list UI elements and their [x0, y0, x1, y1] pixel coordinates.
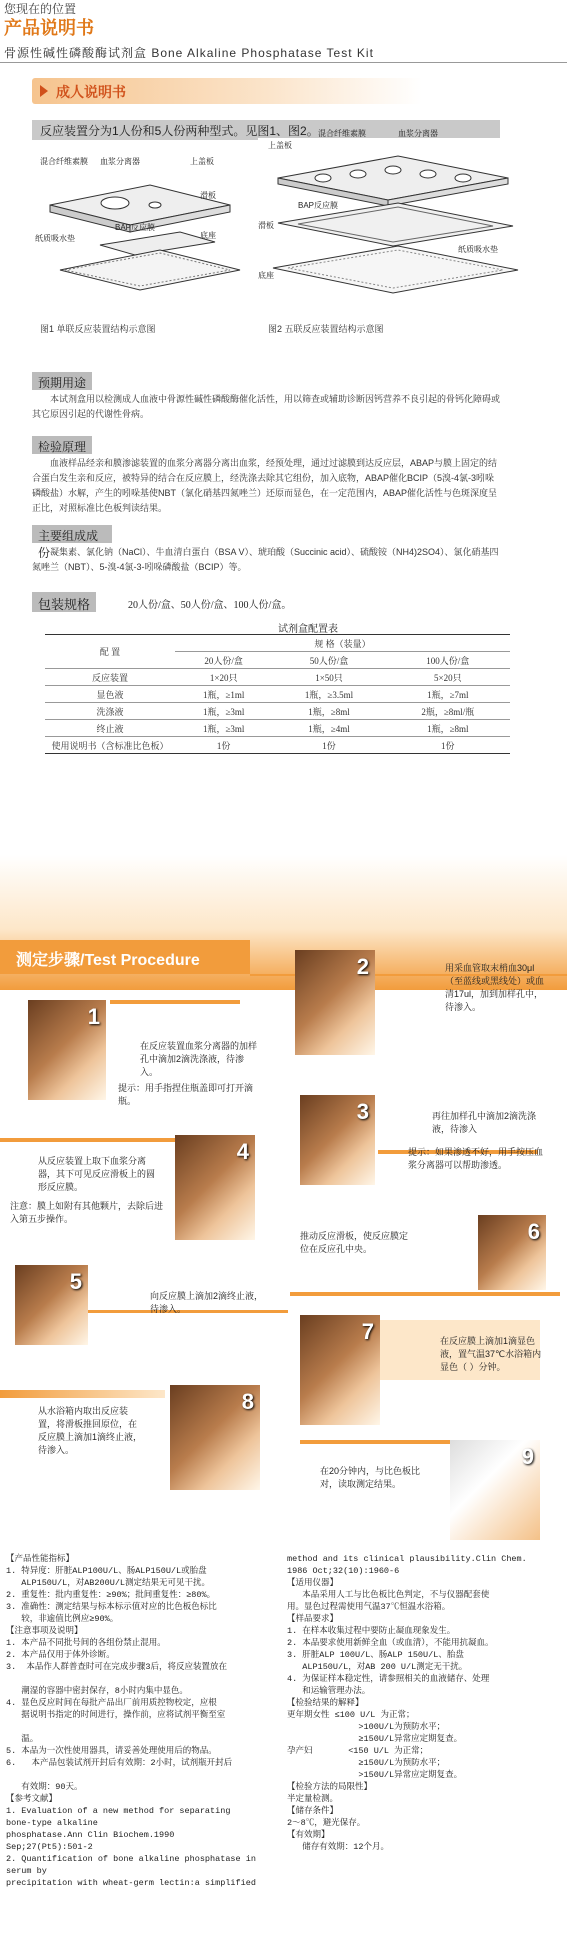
step-9-arrow — [300, 1440, 450, 1444]
fig1-label-3: 上盖板 — [190, 157, 214, 166]
page-title: 产品说明书 — [4, 18, 94, 38]
fig1-label-6: 底座 — [200, 231, 216, 240]
use-heading: 预期用途 — [32, 372, 92, 390]
footer-right-notes: method and its clinical plausibility.Clin Chem. 1986 Oct;32(10):1960-6 【适用仪器】 本品采用人工与比色板比色判定，不与仪器配套使 用。显色过程需使用气温37℃恒温水浴箱。 【样品要求】 1. 在样本收集过程中要防止凝血现象发生。 2. 本品要求使用新鲜全血（或血清），不能用抗凝血。 3. 肝脏ALP 100U/L、肠ALP 150U/L、胎盘 ALP150U/L，对AB 200 U/L测定无干扰。 4. 为保证样本稳定性，请参照相关的血液储存、处理 和运输管理办法。 【检验结果的解释】 更年期女性 ≤100 U/L 为正常； >100U/L为预防水平； ≥150U/L异常应定期复查。 孕产妇 <150 U/L 为正常； ≥150U/L为预防水平； >150U/L异常应定期复查。 【检验方法的局限性】 半定量检测。 【储存条件】 2～8℃，避光保存。 【有效期】 储存有效期：12个月。 — [287, 1554, 527, 1852]
step-7-text: 在反应膜上滴加1滴显色液，置气温37℃水浴箱内显色（ ）分钟。 — [440, 1336, 542, 1372]
table-cell: 1份 — [175, 737, 272, 754]
table-cell: 洗涤液 — [45, 703, 175, 720]
step-8-photo — [170, 1385, 260, 1490]
step-6-photo — [478, 1215, 546, 1290]
step-number: 6 — [527, 1219, 540, 1244]
fig1-label-4: BAP反应膜 — [115, 223, 156, 232]
kit-table-header: 20人份/盒 — [175, 652, 272, 669]
step-3-text: 再往加样孔中滴加2滴洗涤液，待渗入 — [432, 1111, 537, 1134]
fig2-caption: 图2 五联反应装置结构示意图 — [268, 324, 384, 334]
table-cell: 1份 — [386, 737, 510, 754]
step-6-text: 推动反应滑板，使反应膜定位在反应孔中央。 — [300, 1231, 409, 1254]
step-8-arrow — [0, 1390, 165, 1398]
table-cell: 反应装置 — [45, 669, 175, 686]
step-1-photo — [28, 1000, 106, 1100]
step-9-text: 在20分钟内，与比色板比对，读取测定结果。 — [320, 1466, 421, 1489]
components-heading: 主要组成成份 — [32, 525, 112, 543]
location-label: 您现在的位置 — [4, 2, 77, 16]
procedure-title: 测定步骤/Test Procedure — [16, 952, 200, 969]
step-number: 5 — [69, 1269, 82, 1294]
package-text: 20人份/盒、50人份/盒、100人份/盒。 — [128, 600, 292, 611]
intro-text: 反应装置分为1人份和5人份两种型式。见图1、图2。 — [40, 124, 319, 138]
table-row — [45, 737, 510, 754]
five-device-diagram — [258, 138, 523, 308]
table-cell: 2瓶，≥8ml/瓶 — [386, 703, 510, 720]
step-number: 3 — [356, 1099, 369, 1124]
step-5-text: 向反应膜上滴加2滴终止液，待渗入。 — [150, 1291, 264, 1314]
step-1-arrow — [110, 1000, 240, 1004]
figure-2 — [258, 129, 523, 335]
table-cell: 5×20只 — [386, 669, 510, 686]
step-number: 4 — [236, 1139, 249, 1164]
package-heading: 包装规格 — [32, 592, 96, 612]
kit-table-title: 试剂盒配置表 — [278, 624, 338, 635]
header-divider — [0, 62, 567, 63]
step-1-text: 在反应装置血浆分离器的加样孔中滴加2滴洗涤液，待渗入。 — [140, 1041, 258, 1077]
kit-table-col-group: 规 格（装量） — [175, 635, 510, 652]
table-cell: 1瓶，≥3.5ml — [272, 686, 385, 703]
table-cell: 1×50只 — [272, 669, 385, 686]
step-1-tip: 提示：用手指捏住瓶盖即可打开滴瓶。 — [118, 1083, 254, 1106]
fig1-label-7: 纸质吸水垫 — [35, 234, 75, 243]
step-number: 7 — [361, 1319, 374, 1344]
kit-table-header: 50人份/盒 — [272, 652, 385, 669]
fig1-label-1: 混合纤维素膜 — [40, 157, 88, 166]
step-9-photo — [450, 1440, 540, 1540]
fig2-label-1: 上盖板 — [268, 141, 292, 150]
fig1-caption: 图1 单联反应装置结构示意图 — [40, 324, 156, 334]
step-4-arrow — [0, 1138, 175, 1142]
fig1-label-5: 滑板 — [200, 191, 216, 200]
table-cell: 使用说明书（含标准比色板） — [45, 737, 175, 754]
step-number: 9 — [521, 1444, 534, 1469]
table-row — [45, 686, 510, 703]
procedure-title-bar — [0, 940, 250, 974]
step-3-tip: 提示：如果渗透不好，用手按压血浆分离器可以帮助渗透。 — [408, 1147, 544, 1170]
kit-table — [45, 634, 510, 754]
kit-table-header: 100人份/盒 — [386, 652, 510, 669]
step-4-photo — [175, 1135, 255, 1240]
figure-1 — [30, 150, 255, 335]
fig2-label-5: 滑板 — [258, 221, 274, 230]
step-4-text: 从反应装置上取下血浆分离器，其下可见反应滑板上的圆形反应膜。 — [38, 1156, 156, 1192]
arrow-icon — [40, 85, 48, 97]
table-cell: 1瓶，≥3ml — [175, 703, 272, 720]
table-cell: 1份 — [272, 737, 385, 754]
footer-left-notes: 【产品性能指标】 1. 特异度：肝脏ALP100U/L、肠ALP150U/L或胎盘 ALP150U/L，对AB200U/L测定结果无可见干扰。 2. 重复性：批内重复性：≥90%；批间重复性：≥80%。 3. 准确性：测定结果与标本标示值对应的比色板色标比 较，非逾值比例应≥90%。 【注意事项及说明】 1. 本产品不同批号间的各组份禁止混用。 2. 本产品仅用于体外诊断。 3. 本品作人群普查时可在完成步骤3后，将反应装置放在 潮湿的容器中密封保存，8小时内集中显色。 4. 显色反应时间在每批产品出厂前用质控物校定，应根 据说明书指定的时间进行，操作前，应将试剂平衡至室 温。 5. 本品为一次性使用器具，请妥善处理使用后的物品。 6. 本产品包装试剂开封后有效期：2小时，试剂瓶开封后 有效期：90天。 【参考文献】 1. Evaluation of a new method for separating bone-type alkaline phosphatase.Ann Clin Biochem.1990 Sep;27(Pt5):501-2 2. Quantification of bone alkaline phosphatase in serum by precipitation with wheat-germ lectin:a simplified — [6, 1554, 256, 1888]
fig1-label-2: 血浆分离器 — [100, 157, 140, 166]
section-tab — [32, 78, 422, 104]
use-text: 本试剂盒用以检测成人血液中骨源性碱性磷酸酶催化活性，用以筛查或辅助诊断因钙营养不良引起的骨钙化障碍或其它原因引起的代谢性骨病。 — [32, 394, 501, 419]
step-8-text: 从水浴箱内取出反应装置，将滑板推回原位，在反应膜上滴加1滴终止液，待渗入。 — [38, 1406, 143, 1455]
kit-table-corner: 配 置 — [45, 635, 175, 669]
table-cell: 1瓶，≥1ml — [175, 686, 272, 703]
step-2-photo — [295, 950, 375, 1055]
table-cell: 终止液 — [45, 720, 175, 737]
table-cell: 1瓶，≥3ml — [175, 720, 272, 737]
principle-text: 血液样品经亲和膜渗滤装置的血浆分离器分离出血浆，经预处理，通过过滤膜到达反应层，ABAP与膜上固定的结合蛋白发生亲和反应，被特异的结合在反应膜上，经洗涤去除其它组份，加入底物，ABAP催化BCIP（5溴-4氯-3吲哚磷酸盐）水解，产生的吲哚基使NBT（氯化硝基四氮唑兰）还原而显色，在一定范围内，ABAP催化活性与色斑深度呈正比，对照标准比色板判读结果。 — [32, 458, 498, 513]
fig2-label-2: 混合纤维素膜 — [318, 129, 366, 138]
table-cell: 1瓶，≥8ml — [386, 720, 510, 737]
step-number: 2 — [356, 954, 369, 979]
step-number: 1 — [87, 1004, 100, 1029]
step-4-tip: 注意：膜上如附有其他颗片，去除后进入第五步操作。 — [10, 1201, 164, 1224]
table-cell: 1×20只 — [175, 669, 272, 686]
table-cell: 显色液 — [45, 686, 175, 703]
step-7-photo — [300, 1315, 380, 1425]
product-subtitle: 骨源性碱性磷酸酶试剂盒 Bone Alkaline Phosphatase Test Kit — [4, 46, 374, 60]
table-cell: 1瓶，≥8ml — [272, 703, 385, 720]
step-number: 8 — [241, 1389, 254, 1414]
table-row — [45, 669, 510, 686]
step-3-photo — [300, 1095, 375, 1185]
fig2-label-4: BAP反应膜 — [298, 201, 339, 210]
table-cell: 1瓶，≥4ml — [272, 720, 385, 737]
fig2-label-6: 底座 — [258, 271, 274, 280]
principle-heading: 检验原理 — [32, 436, 92, 454]
step-6-arrow — [290, 1292, 560, 1296]
fig2-label-3: 血浆分离器 — [398, 129, 438, 138]
step-2-text: 用采血管取末梢血30μl（至蓝线或黑线处）或血清17ul，加到加样孔中，待渗入。 — [445, 963, 545, 1012]
table-row — [45, 703, 510, 720]
components-text: 凝集素、氯化钠（NaCl）、牛血清白蛋白（BSA V）、琥珀酸（Succinic acid）、硫酸铵（NH4)2SO4）、氯化硝基四氮唑兰（NBT）、5-溴-4氯-3-吲哚磷酸盐（BCIP）等。 — [32, 547, 499, 572]
step-5-photo — [15, 1265, 88, 1345]
fig2-label-7: 纸质吸水垫 — [458, 245, 498, 254]
table-cell: 1瓶，≥7ml — [386, 686, 510, 703]
table-row — [45, 720, 510, 737]
section-tab-label: 成人说明书 — [56, 84, 126, 100]
